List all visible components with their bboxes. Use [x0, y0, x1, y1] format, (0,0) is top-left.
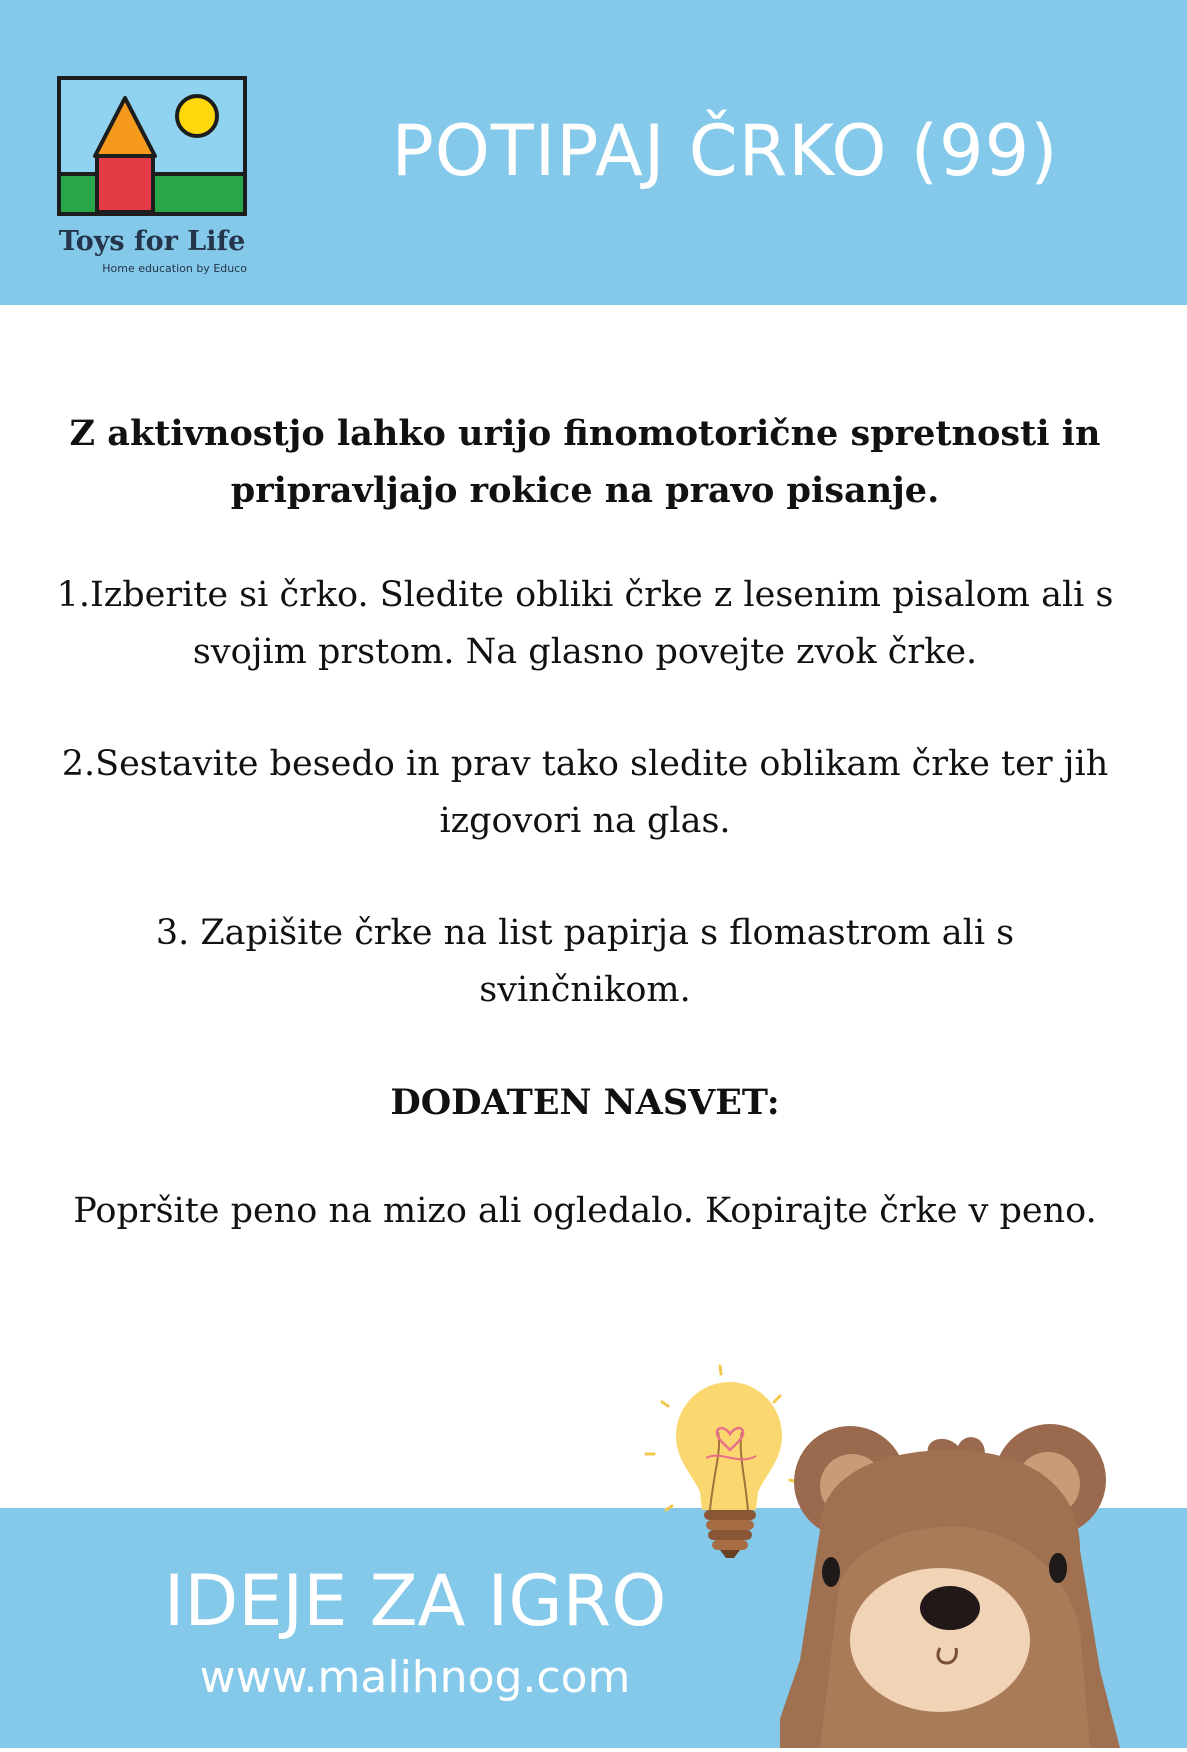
step-3: 3. Zapišite črke na list papirja s flomastrom ali s svinčnikom.: [155, 913, 1015, 1010]
instructions: [45, 405, 1125, 1240]
logo: [57, 76, 247, 275]
intro-text: Z aktivnostjo lahko urijo finomotorične spretnosti in pripravljajo rokice na pravo pisanje.: [69, 413, 1101, 511]
page-title: POTIPAJ ČRKO (99): [391, 110, 1059, 192]
footer-url[interactable]: www.malihnog.com: [199, 1652, 631, 1703]
tip-text: Popršite peno na mizo ali ogledalo. Kopirajte črke v peno.: [73, 1191, 1097, 1231]
logo-icon: [57, 76, 247, 216]
step-1: 1.Izberite si črko. Sledite obliki črke z lesenim pisalom ali s svojim prstom. Na glasno povejte zvok črke.: [56, 575, 1114, 672]
bear-illustration: [780, 1410, 1140, 1752]
tip-heading: DODATEN NASVET:: [390, 1082, 780, 1123]
logo-subtitle: Home education by Educo: [102, 262, 247, 275]
footer-title: IDEJE ZA IGRO: [163, 1560, 667, 1642]
step-2: 2.Sestavite besedo in prav tako sledite oblikam črke ter jih izgovori na glas.: [61, 744, 1109, 841]
logo-title: Toys for Life: [58, 226, 246, 257]
